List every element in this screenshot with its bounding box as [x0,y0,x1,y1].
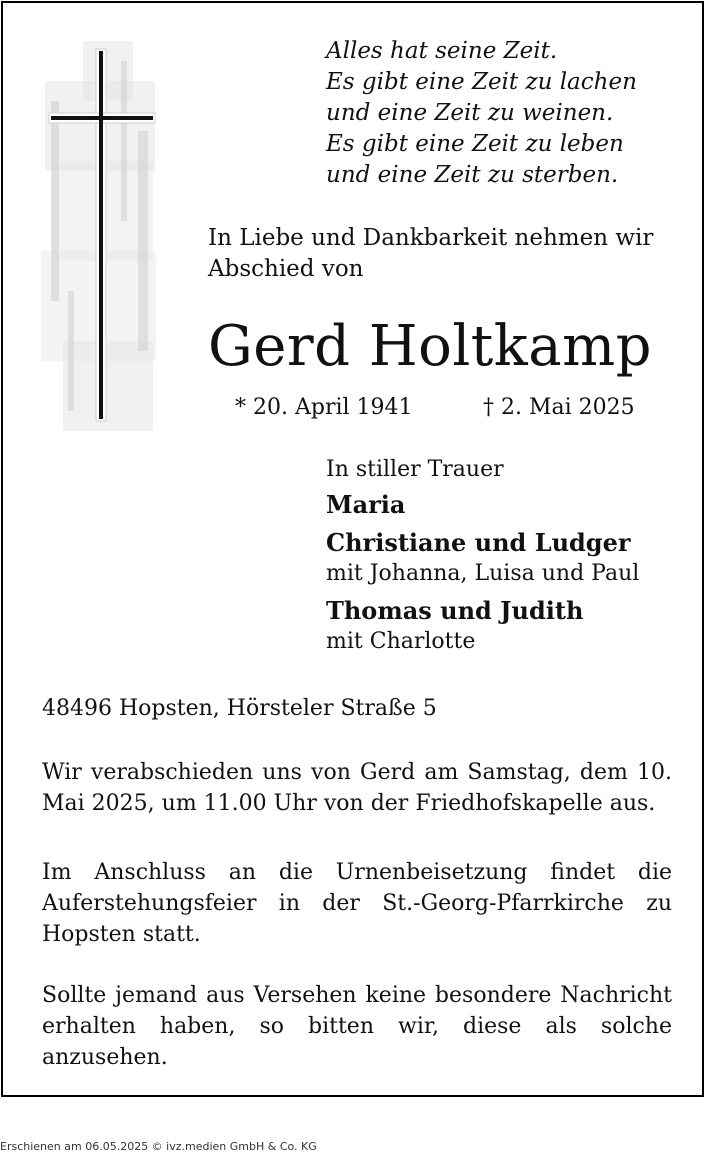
intro-text [208,223,653,285]
obituary-notice [1,1,704,1097]
poem-line: und eine Zeit zu weinen. [326,100,614,126]
mourner-children: mit Johanna, Luisa und Paul [326,561,640,586]
publication-footer: Erschienen am 06.05.2025 © ivz.medien GmbH & Co. KG [0,1140,317,1153]
mourners-heading: In stiller Trauer [326,457,504,482]
cross-icon [33,41,173,437]
mourner-name: Christiane und Ludger [326,528,631,557]
poem-line: und eine Zeit zu sterben. [326,162,619,188]
intro-line: In Liebe und Dankbarkeit nehmen wir [208,225,654,251]
notice-paragraph: Sollte jemand aus Versehen keine besondere Nachricht erhalten haben, so bitten wir, diese als solche anzusehen. [42,983,672,1070]
birth-date: * 20. April 1941 [235,395,413,420]
mourners-list [326,455,639,657]
burial-info-paragraph: Im Anschluss an die Urnenbeisetzung findet die Auferstehungsfeier in der St.-Georg-Pfarrkirche zu Hopsten statt. [42,860,672,947]
poem-line: Alles hat seine Zeit. [326,38,558,64]
mourner-name: Maria [326,490,406,519]
mourner-name: Thomas und Judith [326,596,584,625]
poem-line: Es gibt eine Zeit zu leben [326,131,624,157]
address: 48496 Hopsten, Hörsteler Straße 5 [42,696,437,721]
funeral-info-paragraph: Wir verabschieden uns von Gerd am Samstag, dem 10. Mai 2025, um 11.00 Uhr von der Friedhofskapelle aus. [42,760,672,816]
death-date: † 2. Mai 2025 [483,395,635,420]
intro-line: Abschied von [208,256,364,282]
mourner-children: mit Charlotte [326,629,476,654]
poem-line: Es gibt eine Zeit zu lachen [326,69,637,95]
poem [326,36,637,191]
deceased-name: Gerd Holtkamp [208,314,653,379]
